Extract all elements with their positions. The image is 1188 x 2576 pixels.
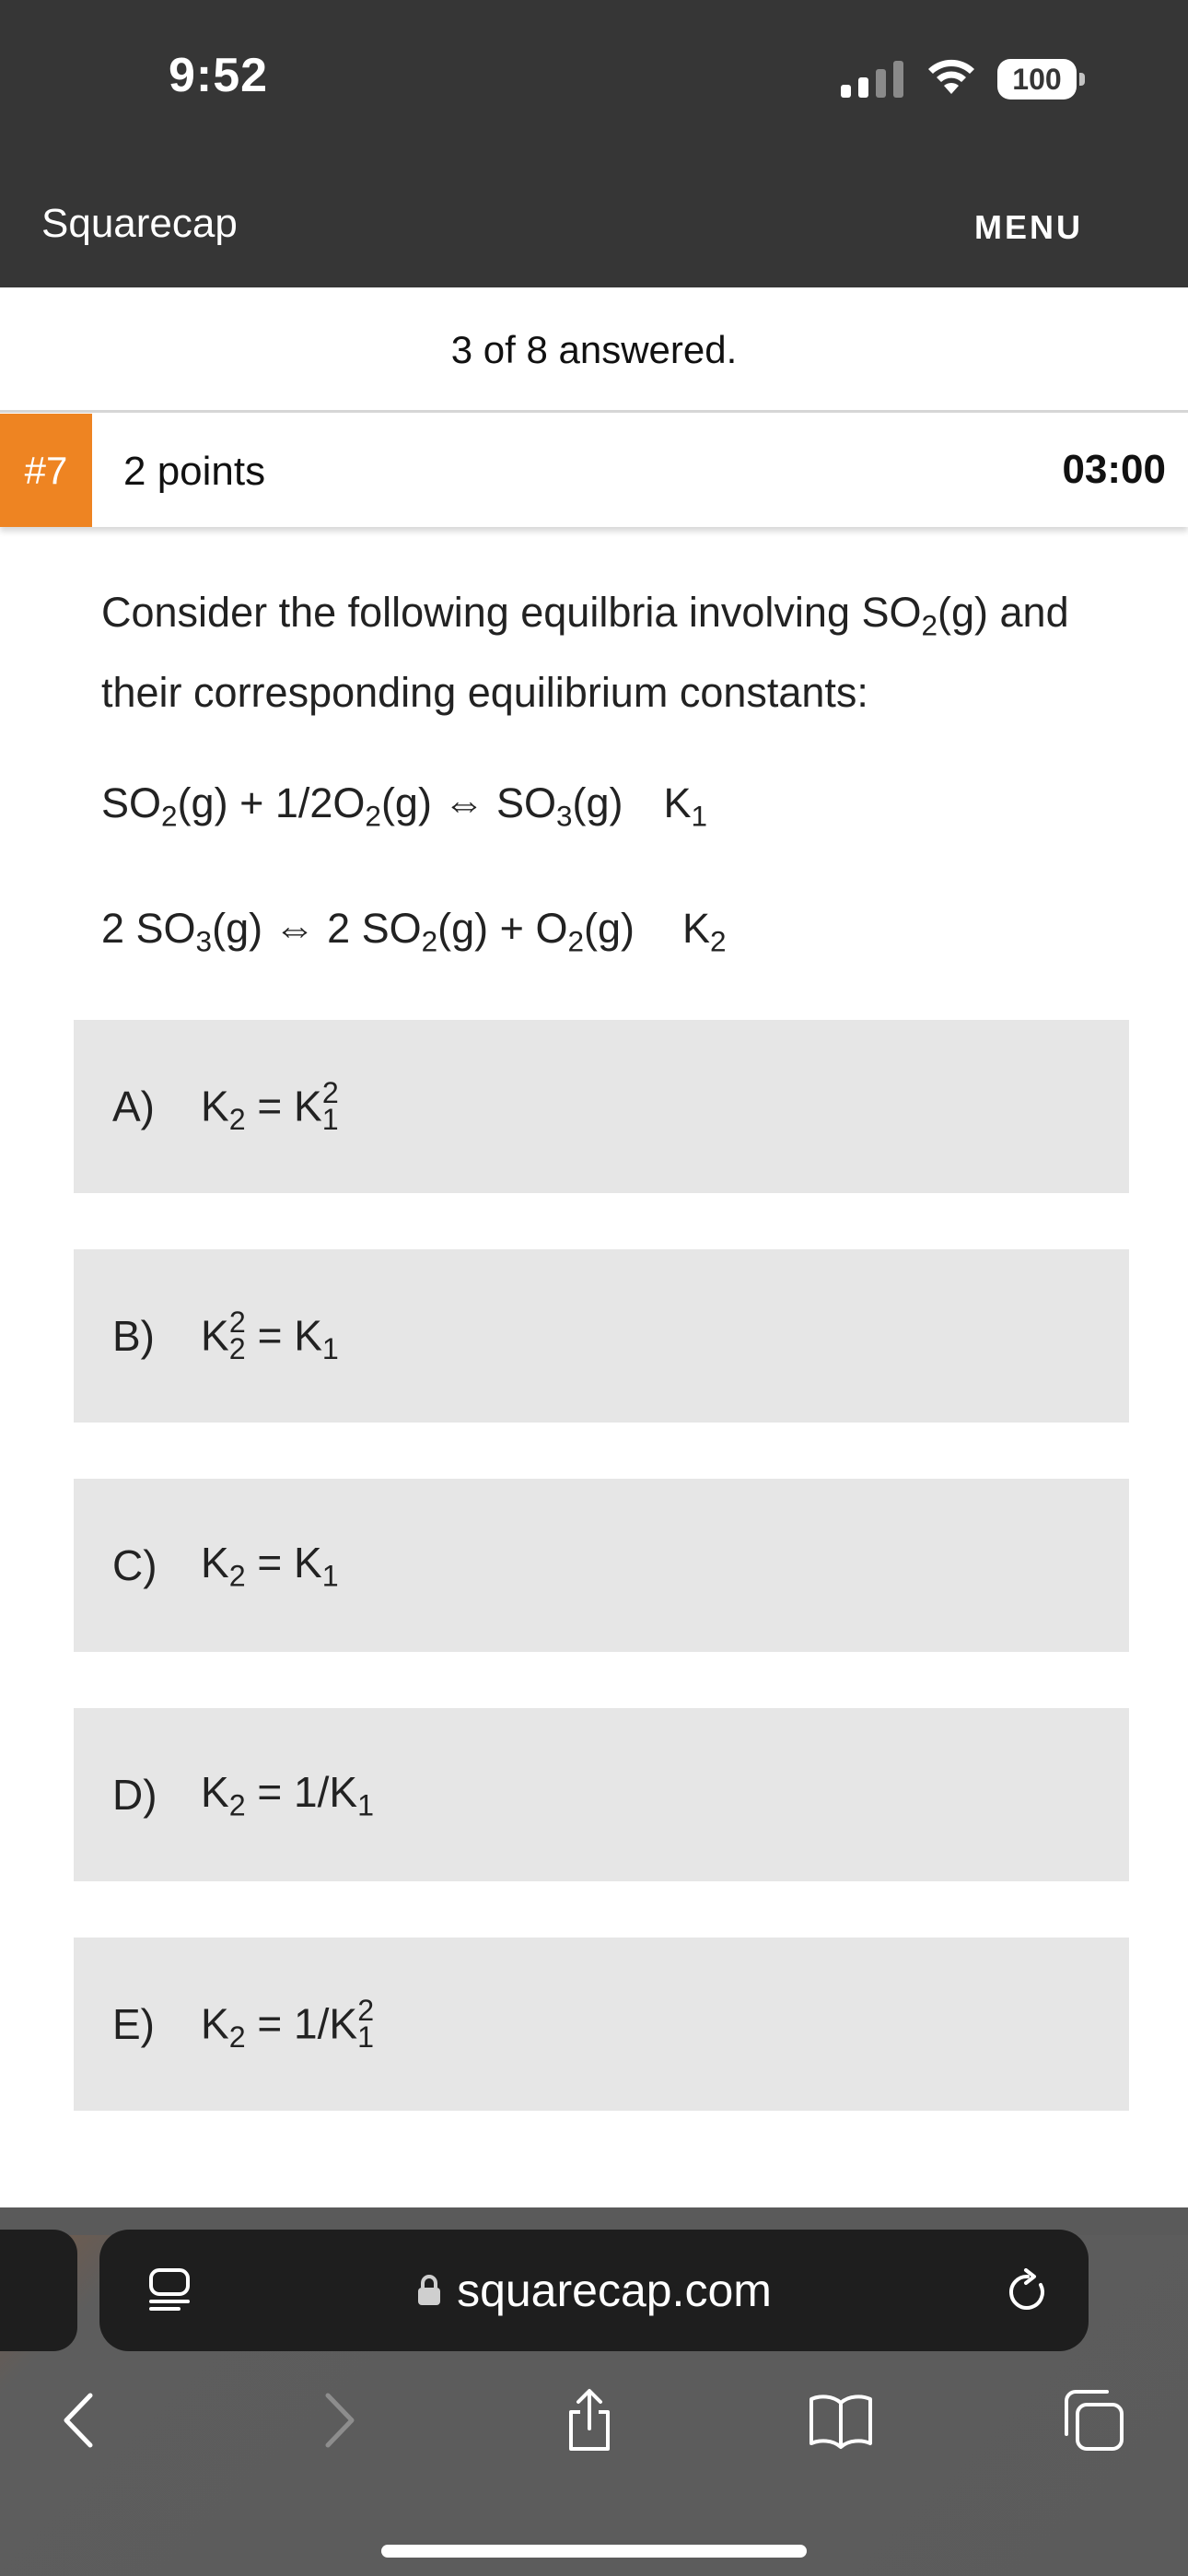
equation-2-constant: $K_2$	[682, 905, 727, 958]
option-c-text: $K_2 = K_1$	[201, 1538, 339, 1593]
option-a-letter: A)	[112, 1083, 155, 1130]
wifi-icon	[926, 57, 977, 98]
option-e-text: $K_2 = 1/K_1^2$	[201, 1994, 375, 2054]
forward-icon[interactable]	[315, 2388, 363, 2453]
url-display[interactable]	[99, 2230, 1089, 2351]
question-bar	[0, 414, 1188, 527]
menu-button[interactable]: MENU	[974, 208, 1083, 246]
app-header	[0, 0, 1188, 287]
question-text	[101, 579, 1124, 727]
tabs-icon[interactable]	[1061, 2388, 1127, 2453]
share-icon[interactable]	[560, 2388, 619, 2453]
address-bar[interactable]	[99, 2230, 1089, 2351]
url-text: squarecap.com	[457, 2265, 772, 2316]
lock-icon	[416, 2274, 442, 2307]
option-b-text: $K_2^2 = K_1$	[201, 1306, 339, 1365]
bookmarks-icon[interactable]	[807, 2388, 875, 2453]
equation-2: 2 $SO_3(g)$ ⇔ 2 $SO_2(g) + O_2(g)$ $K_2$	[101, 905, 727, 958]
option-c[interactable]	[74, 1479, 1129, 1652]
reload-icon[interactable]	[1004, 2268, 1052, 2316]
question-number-badge: #7	[0, 414, 92, 527]
answered-progress: 3 of 8 answered.	[0, 289, 1188, 413]
option-e-letter: E)	[112, 2000, 155, 2048]
equation-1-constant: $K_1$	[663, 779, 708, 833]
question-points: 2 points	[123, 449, 266, 494]
option-b-letter: B)	[112, 1312, 155, 1360]
home-indicator[interactable]	[381, 2545, 807, 2558]
option-d[interactable]	[74, 1708, 1129, 1881]
option-b[interactable]	[74, 1249, 1129, 1423]
battery-level: 100	[997, 59, 1077, 100]
option-c-letter: C)	[112, 1541, 157, 1589]
option-e[interactable]	[74, 1938, 1129, 2111]
question-text-part1: Consider the following equilbria involving SO	[101, 589, 922, 636]
app-title[interactable]: Squarecap	[41, 201, 238, 246]
browser-toolbar	[0, 2207, 1188, 2576]
option-d-text: $K_2 = 1/K_1$	[201, 1767, 374, 1822]
status-time: 9:52	[169, 49, 269, 102]
question-text-part2: (g) and their corresponding equilibrium constants:	[101, 589, 1069, 717]
question-text-subscript: 2	[921, 608, 938, 642]
question-timer: 03:00	[1062, 447, 1166, 492]
option-d-letter: D)	[112, 1771, 157, 1819]
back-icon[interactable]	[55, 2388, 103, 2453]
previous-tab-preview[interactable]	[0, 2230, 77, 2351]
battery-icon	[997, 59, 1086, 100]
option-a-text: $K_2 = K_1^2$	[201, 1076, 339, 1136]
cellular-signal-icon	[841, 61, 905, 98]
option-a[interactable]	[74, 1020, 1129, 1193]
equation-1: $SO_2(g) + 1/2O_2(g)$ ⇔ $SO_3(g)$ $K_1$	[101, 779, 708, 833]
